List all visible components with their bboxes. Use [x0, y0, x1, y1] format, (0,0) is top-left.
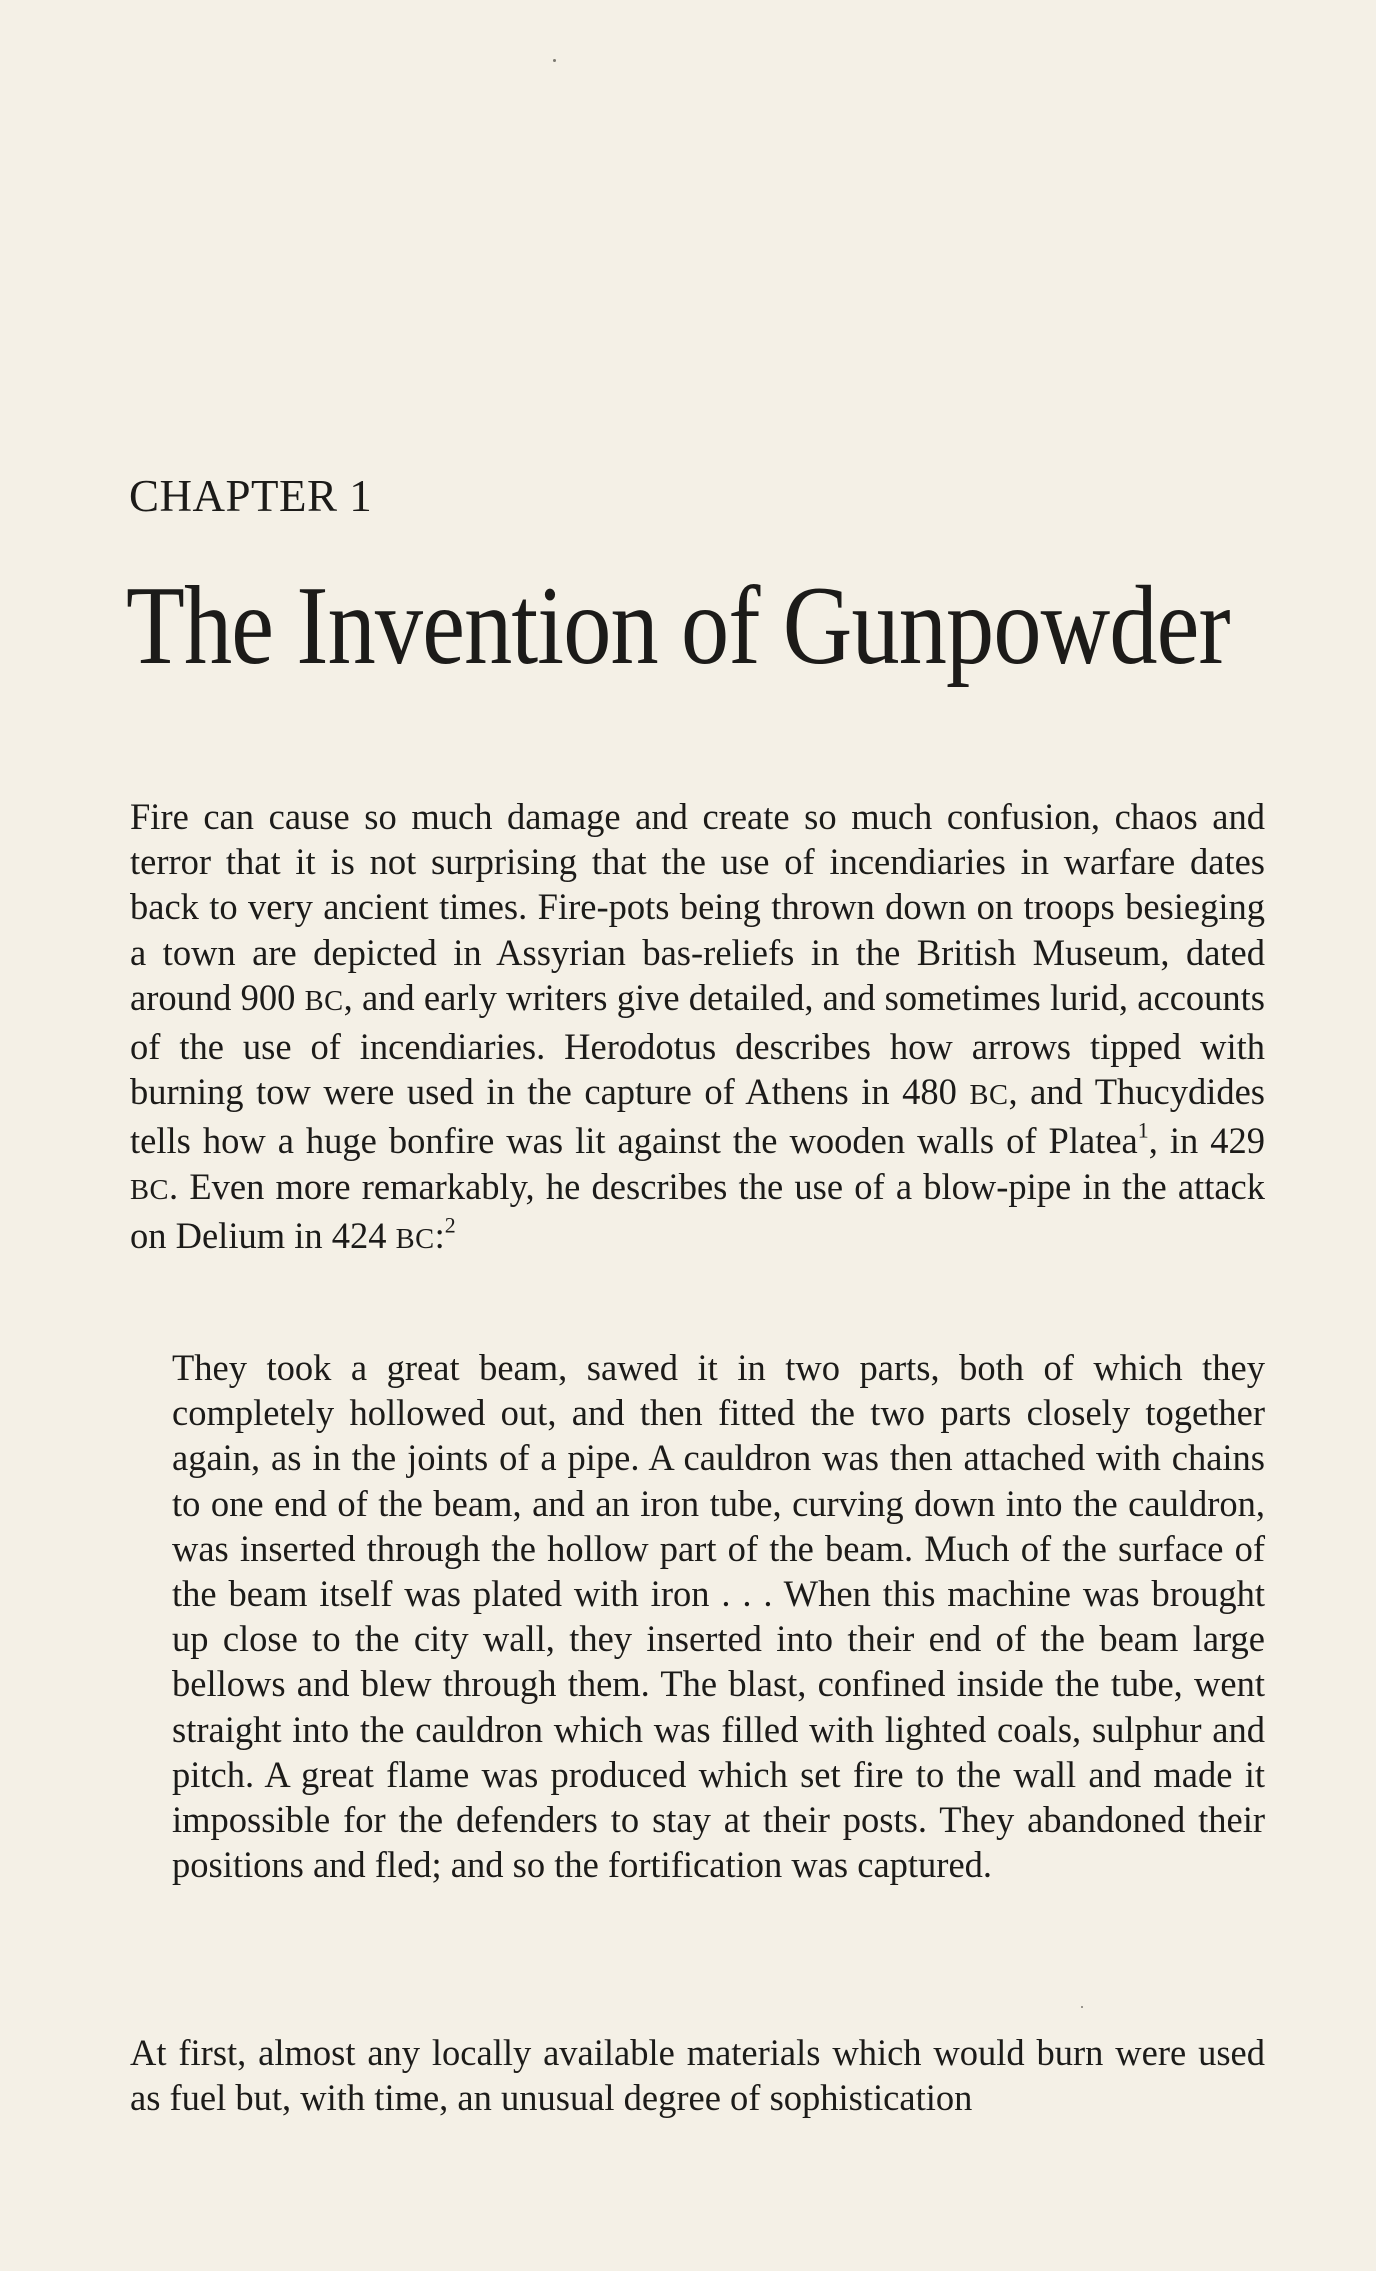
paragraph-text: Fire can cause so much damage and create so much confusion, chaos and terror that it is not surprising that the use of incendiaries in warfare dates back to very ancient times. Fire-pots being thrown down on troops besieging a town are depicted in Assyrian bas-reliefs in the British Museum, dated around 900 [130, 796, 1265, 1018]
paragraph-text: . Even more remarkably, he describes the use of a blow-pipe in the attack on Delium in 424 [130, 1165, 1265, 1256]
block-quote: They took a great beam, sawed it in two parts, both of which they completely hollowed out, and then fitted the two parts closely together again, as in the joints of a pipe. A cauldron was then attached with chains to one end of the beam, and an iron tube, curving down into the cauldron, was inserted through the hollow part of the beam. Much of the surface of the beam itself was plated with iron . . . When this machine was brought up close to the city wall, they inserted into their end of the beam large bellows and blew through them. The blast, confined inside the tube, went straight into the cauldron which was filled with lighted coals, sulphur and pitch. A great flame was produced which set fire to the wall and made it impossible for the defenders to stay at their posts. They abandoned their positions and fled; and so the fortification was captured. [172, 1347, 1265, 1886]
chapter-label: CHAPTER 1 [129, 471, 373, 521]
era-abbreviation: BC [304, 985, 344, 1017]
paragraph-text: , and Thucydides tells how a huge bonfire was lit against the wooden walls of Platea [130, 1071, 1265, 1162]
era-abbreviation: BC [969, 1080, 1009, 1112]
era-abbreviation: BC [395, 1223, 435, 1255]
chapter-title: The Invention of Gunpowder [126, 564, 1230, 688]
paragraph-text: , in 429 [1148, 1120, 1265, 1162]
paper-speck [553, 59, 556, 62]
footnote-marker[interactable]: 1 [1137, 1118, 1149, 1144]
paragraph-text: : [434, 1214, 445, 1256]
era-abbreviation: BC [130, 1174, 169, 1206]
paragraph-2: At first, almost any locally available materials which would burn were used as fuel but, with time, an unusual degree of sophistication [130, 2032, 1265, 2119]
footnote-marker[interactable]: 2 [444, 1212, 456, 1238]
paragraph-1 [130, 794, 1265, 1262]
paragraph-text: , and early writers give detailed, and sometimes lurid, accounts of the use of incendiaries. Herodotus describes how arrows tipped with burning tow were used in the capture of Athens in 480 [130, 976, 1266, 1113]
paper-speck [1081, 2006, 1083, 2008]
